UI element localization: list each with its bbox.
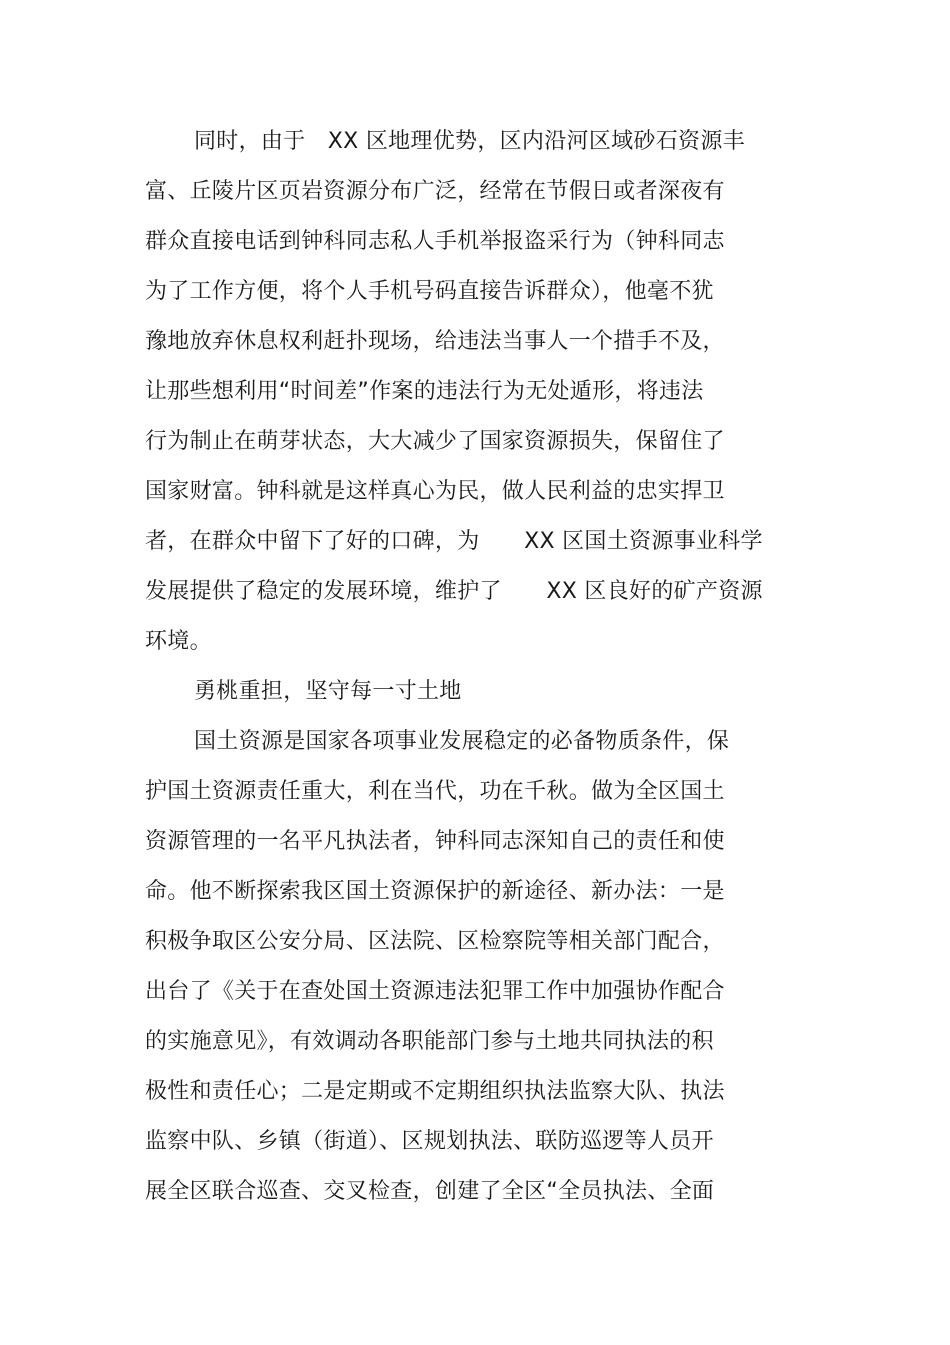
paragraph-1-line-9: 者，在群众中留下了好的口碑，为 XX 区国土资源事业科学 [145, 529, 763, 554]
paragraph-2-line-7: 的实施意见》，有效调动各职能部门参与土地共同执法的积 [145, 1029, 714, 1054]
paragraph-2-line-8: 极性和责任心；二是定期或不定期组织执法监察大队、执法 [145, 1079, 725, 1104]
paragraph-1-line-8: 国家财富。钟科就是这样真心为民，做人民利益的忠实捍卫 [145, 479, 725, 504]
paragraph-2-line-6: 出台了《关于在查处国土资源违法犯罪工作中加强协作配合 [145, 979, 725, 1004]
paragraph-1-line-11: 环境。 [145, 629, 212, 654]
paragraph-1-line-7: 行为制止在萌芽状态，大大减少了国家资源损失，保留住了 [145, 429, 725, 454]
paragraph-1-line-6: 让那些想利用“时间差”作案的违法行为无处遁形，将违法 [145, 379, 704, 404]
paragraph-2-line-1: 国土资源是国家各项事业发展稳定的必备物质条件，保 [194, 729, 730, 754]
paragraph-1-line-2: 富、丘陵片区页岩资源分布广泛，经常在节假日或者深夜有 [145, 179, 725, 204]
section-heading: 勇桃重担，坚守每一寸土地 [194, 679, 462, 704]
paragraph-2-line-10: 展全区联合巡查、交叉检查，创建了全区“全员执法、全面 [145, 1179, 715, 1204]
paragraph-1-line-10: 发展提供了稳定的发展环境，维护了 XX 区良好的矿产资源 [145, 579, 763, 604]
paragraph-2-line-5: 积极争取区公安分局、区法院、区检察院等相关部门配合， [145, 929, 725, 954]
paragraph-1-line-1: 同时，由于 XX 区地理优势，区内沿河区域砂石资源丰 [194, 129, 745, 154]
paragraph-2-line-4: 命。他不断探索我区国土资源保护的新途径、新办法：一是 [145, 879, 725, 904]
paragraph-2-line-9: 监察中队、乡镇（街道）、区规划执法、联防巡逻等人员开 [145, 1129, 714, 1154]
paragraph-1-line-5: 豫地放弃休息权利赶扑现场，给违法当事人一个措手不及， [145, 329, 725, 354]
paragraph-1-line-3: 群众直接电话到钟科同志私人手机举报盗采行为（钟科同志 [145, 229, 725, 254]
paragraph-1-line-4: 为了工作方便，将个人手机号码直接告诉群众），他毫不犹 [145, 279, 714, 304]
paragraph-2-line-3: 资源管理的一名平凡执法者，钟科同志深知自己的责任和使 [145, 829, 725, 854]
paragraph-2-line-2: 护国土资源责任重大，利在当代，功在千秋。做为全区国土 [145, 779, 725, 804]
